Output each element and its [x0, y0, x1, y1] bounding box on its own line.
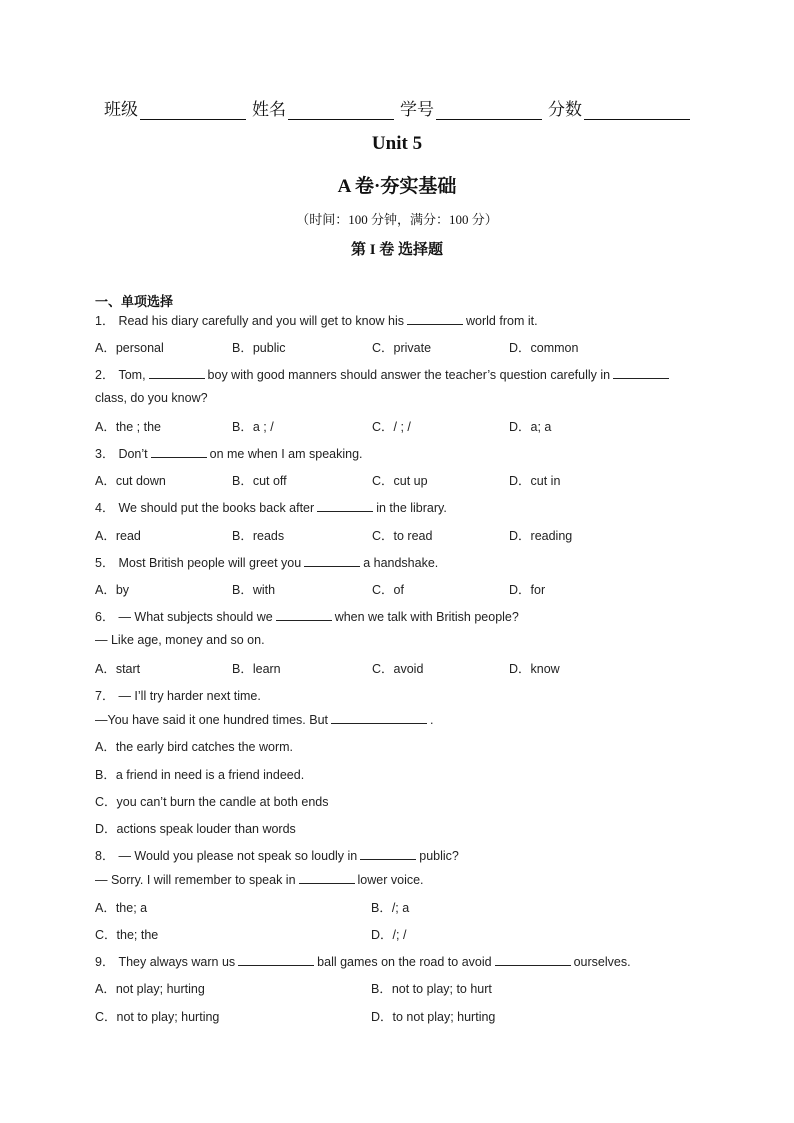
option-c[interactable]: C．/ ; /: [372, 420, 411, 434]
name-field: [252, 95, 394, 120]
score-blank[interactable]: [584, 102, 690, 120]
option-b[interactable]: B．public: [232, 341, 286, 355]
option-d[interactable]: D．reading: [509, 529, 573, 543]
option-b[interactable]: B．not to play; to hurt: [371, 982, 492, 996]
option-c[interactable]: C．to read: [372, 529, 433, 543]
question-7-option-c[interactable]: C．you can’t burn the candle at both ends: [95, 795, 329, 809]
option-d[interactable]: D．/; /: [371, 928, 407, 942]
option-d[interactable]: D．to not play; hurting: [371, 1010, 496, 1024]
option-a[interactable]: A．the ; the: [95, 420, 162, 434]
question-7-option-d[interactable]: D．actions speak louder than words: [95, 822, 296, 836]
answer-blank: [151, 446, 207, 458]
question-9-options-row-1: [95, 979, 715, 995]
answer-blank: [331, 712, 427, 724]
option-a[interactable]: A．read: [95, 529, 141, 543]
student-info-line: [104, 96, 704, 120]
answer-blank: [317, 500, 373, 512]
option-b[interactable]: B．a ; /: [232, 420, 274, 434]
question-3: 3． Don’t on me when I am speaking.: [95, 447, 363, 461]
time-note: （时间：100 分钟，满分：100 分）: [296, 212, 498, 227]
option-c[interactable]: C．the; the: [95, 928, 159, 942]
answer-blank: [299, 872, 355, 884]
question-9: 9． They always warn us ball games on the road to avoid ourselves.: [95, 955, 631, 969]
option-b[interactable]: B．/; a: [371, 901, 410, 915]
option-d[interactable]: D．common: [509, 341, 579, 355]
question-6: 6． — What subjects should we when we talk with British people?: [95, 610, 519, 624]
option-c[interactable]: C．of: [372, 583, 404, 597]
question-2-options: [95, 417, 715, 433]
option-a[interactable]: A．start: [95, 662, 141, 676]
class-label: 班级: [104, 100, 138, 119]
question-8: 8． — Would you please not speak so loudly in public?: [95, 849, 459, 863]
question-7-reply: —You have said it one hundred times. But .: [95, 713, 434, 727]
question-1-options: [95, 338, 715, 354]
option-c[interactable]: C．private: [372, 341, 432, 355]
score-label: 分数: [548, 100, 582, 119]
answer-blank: [276, 609, 332, 621]
student-number-label: 学号: [400, 100, 434, 119]
answer-blank: [613, 367, 669, 379]
answer-blank: [304, 555, 360, 567]
question-6-reply: — Like age, money and so on.: [95, 633, 265, 647]
option-c[interactable]: C．cut up: [372, 474, 428, 488]
option-c[interactable]: C．avoid: [372, 662, 424, 676]
question-3-options: [95, 471, 715, 487]
unit-title: Unit 5: [371, 133, 423, 154]
option-d[interactable]: D．for: [509, 583, 546, 597]
option-b[interactable]: B．cut off: [232, 474, 287, 488]
option-b[interactable]: B．reads: [232, 529, 285, 543]
section-heading: 一、单项选择: [95, 294, 174, 309]
question-8-options-row-2: [95, 925, 715, 941]
score-field: [548, 95, 690, 120]
question-4: 4． We should put the books back after in the library.: [95, 501, 447, 515]
answer-blank: [360, 848, 416, 860]
question-1: 1． Read his diary carefully and you will get to know his world from it.: [95, 314, 538, 328]
option-a[interactable]: A．personal: [95, 341, 164, 355]
option-a[interactable]: A．cut down: [95, 474, 166, 488]
question-7-option-a[interactable]: A．the early bird catches the worm.: [95, 740, 293, 754]
answer-blank: [407, 313, 463, 325]
question-2: 2． Tom, boy with good manners should answer the teacher’s question carefully in: [95, 365, 672, 383]
class-field: [104, 95, 246, 120]
question-7-option-b[interactable]: B．a friend in need is a friend indeed.: [95, 768, 305, 782]
question-8-options-row-1: [95, 898, 715, 914]
question-9-options-row-2: [95, 1007, 715, 1023]
option-b[interactable]: B．learn: [232, 662, 281, 676]
option-c[interactable]: C．not to play; hurting: [95, 1010, 220, 1024]
answer-blank: [149, 367, 205, 379]
answer-blank: [495, 954, 571, 966]
name-blank[interactable]: [288, 102, 394, 120]
question-8-reply: — Sorry. I will remember to speak in lower voice.: [95, 873, 424, 887]
option-a[interactable]: A．not play; hurting: [95, 982, 205, 996]
question-2-continuation: class, do you know?: [95, 391, 208, 405]
answer-blank: [238, 954, 314, 966]
name-label: 姓名: [252, 100, 286, 119]
question-5: 5． Most British people will greet you a handshake.: [95, 556, 439, 570]
question-4-options: [95, 526, 715, 542]
option-d[interactable]: D．cut in: [509, 474, 561, 488]
question-6-options: [95, 659, 715, 675]
option-d[interactable]: D．know: [509, 662, 560, 676]
part-title: 第 I 卷 选择题: [350, 242, 444, 258]
option-a[interactable]: A．by: [95, 583, 130, 597]
student-number-blank[interactable]: [436, 102, 542, 120]
paper-subtitle: A 卷·夯实基础: [337, 176, 457, 197]
option-b[interactable]: B．with: [232, 583, 276, 597]
option-a[interactable]: A．the; a: [95, 901, 148, 915]
question-5-options: [95, 580, 715, 596]
option-d[interactable]: D．a; a: [509, 420, 552, 434]
question-7: 7． — I’ll try harder next time.: [95, 689, 261, 703]
class-blank[interactable]: [140, 102, 246, 120]
student-number-field: [400, 95, 542, 120]
